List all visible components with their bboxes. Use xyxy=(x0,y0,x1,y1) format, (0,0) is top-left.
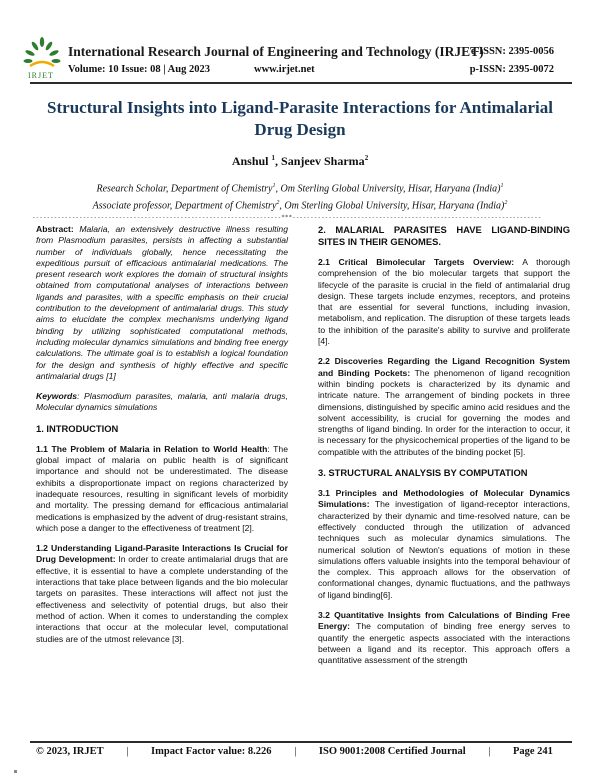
keywords-label: Keywords xyxy=(36,391,78,402)
aff2-sup2: 2 xyxy=(504,200,508,206)
footer-separator: | xyxy=(294,746,297,757)
volume-info: Volume: 10 Issue: 08 | Aug 2023 xyxy=(68,64,210,75)
section-1-2-text: In order to create antimalarial drugs that are effective, it is essential to have a complete understanding of the interactions that take place between ligands and the bio molecular targets on parasites. These interactions will affect not just the effectiveness and selectivity of potential drugs, but also their method of action. When it comes to understanding the complex interactions that occur at the molecular level, computational studies are of the utmost relevance [3]. xyxy=(36,554,289,644)
section-divider: ---------------------------------------------------------------------***--------------------------------------------------------------------- xyxy=(32,214,542,221)
section-1-2 xyxy=(36,543,288,645)
aff2-dept: Associate professor, Department of Chemistry xyxy=(92,200,277,212)
e-issn: e-ISSN: 2395-0056 xyxy=(470,46,554,57)
p-issn: p-ISSN: 2395-0072 xyxy=(469,64,554,75)
section-2-2 xyxy=(318,356,570,458)
footer-separator: | xyxy=(126,746,129,757)
section-2-1 xyxy=(318,257,570,347)
paper-title: Structural Insights into Ligand-Parasite Interactions for Antimalarial Drug Design xyxy=(47,98,553,139)
section-1-1-title: 1.1 The Problem of Malaria in Relation to World Health xyxy=(36,443,268,454)
logo-text: IRJET xyxy=(28,71,54,80)
author-1: Anshul xyxy=(231,154,269,168)
section-2-2-text: The phenomenon of ligand recognition within binding pockets is characterized by its dynamic and intricate nature. The arrangement of binding pockets in three dimensions, distinguished by specific amino acid residues and the solvent accessibility, is crucial for governing the modes and strengths of ligand binding. In order for the interaction to occur, it is necessary for the physicochemical properties of the ligand to be compatible with the attributes of the binding pocket [5]. xyxy=(318,367,570,457)
journal-name: International Research Journal of Engineering and Technology (IRJET) xyxy=(68,44,484,59)
section-3-2-title: 3.2 Quantitative Insights from Calculations of Binding Free Energy: xyxy=(318,610,570,632)
aff1-sup2: 1 xyxy=(500,183,504,189)
section-3-2-text: The computation of binding free energy serves to quantify the energetic aspects associated with the interactions between a ligand and its receptor. This approach offers a quantitative assessment of the strength xyxy=(318,621,570,666)
abstract-text: Malaria, an extensively destructive illness resulting from Plasmodium parasites, persists in affecting a substantial number of individuals globally, hence necessitating the expeditious pursuit of efficacious antimalarial medications. The present research work explores the domain of structural insights obtained from computational analyses of interactions between ligands and parasites, with a specific emphasis on their crucial contribution to the development of antimalarial drugs. This study aims to elucidate the complex mechanisms underlying ligand binding by utilizing sophisticated computational methods, including molecular dynamics simulations and binding free energy calculations. The ultimate goal is to establish a logical foundation for the design and synthesis of highly effective and specific antimalarial drugs [1] xyxy=(36,224,288,381)
footer-iso: ISO 9001:2008 Certified Journal xyxy=(318,746,466,757)
right-column xyxy=(318,224,570,676)
section-3-2 xyxy=(318,610,570,666)
author-1-sup: 1 xyxy=(271,154,276,162)
keywords xyxy=(36,391,288,414)
author-2-sup: 2 xyxy=(364,154,369,162)
heading-introduction: 1. INTRODUCTION xyxy=(36,422,119,434)
page-footer xyxy=(36,746,576,757)
author-separator: , xyxy=(275,154,282,168)
aff1-univ: , Om Sterling Global University, Hisar, Haryana (India) xyxy=(275,183,501,195)
aff2-univ: , Om Sterling Global University, Hisar, Haryana (India) xyxy=(279,200,505,212)
aff1-dept: Research Scholar, Department of Chemistry xyxy=(96,183,273,195)
journal-header xyxy=(0,0,600,86)
section-1-1-text: : The global impact of malaria on public health is of significant importance and should not be underestimated. The disease exhibits a disproportionate impact on regions characterized by inadequate resources, resulting in significant levels of morbidity and mortality. The pressing demand for efficacious antimalarial medications is emphasized by the advent of drug-resistant strains, which pose a danger to the effectiveness of treatment [2]. xyxy=(36,443,288,533)
section-2-1-text: A thorough comprehension of the bio molecular targets that support the lifecycle of the parasite is crucial in the field of antimalarial drug design. These targets include enzymes, receptors, and proteins that are essential for several functions, including invasion, metabolism, and replication. The disruption of these targets leads to the inhibition of the parasite's ability to survive and proliferate [4]. xyxy=(318,257,571,347)
footer-rule xyxy=(30,741,572,743)
left-column xyxy=(36,224,288,654)
abstract-label: Abstract: xyxy=(36,224,74,234)
corner-mark xyxy=(14,770,17,773)
section-3-1-title: 3.1 Principles and Methodologies of Molecular Dynamics Simulations: xyxy=(318,488,570,510)
section-3-1-text: The investigation of ligand-receptor interactions, characterized by their dynamic and time-resolved nature, can be effectively conducted through the utilization of advanced techniques such as molecular dynamics simulations. The numerical solution of Newton's equations of motion in these simulations offers valuable insights into the temporal behaviour of the complex. This approach allows for the observation of conformational changes, dynamic fluctuations, and the pathways of ligand binding[6]. xyxy=(318,499,570,600)
footer-page-number: Page 241 xyxy=(512,746,553,757)
footer-copyright: © 2023, IRJET xyxy=(36,746,104,757)
section-3-1 xyxy=(318,488,570,601)
authors xyxy=(40,154,560,169)
footer-impact-factor: Impact Factor value: 8.226 xyxy=(151,746,272,757)
abstract xyxy=(36,224,288,382)
section-2-2-title: 2.2 Discoveries Regarding the Ligand Recognition System and Binding Pockets: xyxy=(318,356,570,378)
section-2-1-title: 2.1 Critical Bimolecular Targets Overview: xyxy=(318,257,515,267)
heading-section-3: 3. STRUCTURAL ANALYSIS BY COMPUTATION xyxy=(318,467,528,479)
affiliation-2 xyxy=(30,200,570,211)
footer-separator: | xyxy=(488,746,491,757)
keywords-text: : Plasmodium parasites, malaria, anti malaria drugs, Molecular dynamics simulations xyxy=(36,391,288,413)
affiliation-1 xyxy=(30,183,570,194)
heading-section-2: 2. MALARIAL PARASITES HAVE LIGAND-BINDING SITES IN THEIR GENOMES. xyxy=(318,224,570,247)
header-rule xyxy=(30,82,572,84)
aff2-sup: 2 xyxy=(276,200,280,206)
journal-website[interactable]: www.irjet.net xyxy=(254,64,315,75)
section-1-1 xyxy=(36,444,288,534)
section-1-2-title: 1.2 Understanding Ligand-Parasite Interactions Is Crucial for Drug Development: xyxy=(36,543,288,565)
aff1-sup: 1 xyxy=(272,183,276,189)
author-2: Sanjeev Sharma xyxy=(281,154,365,168)
